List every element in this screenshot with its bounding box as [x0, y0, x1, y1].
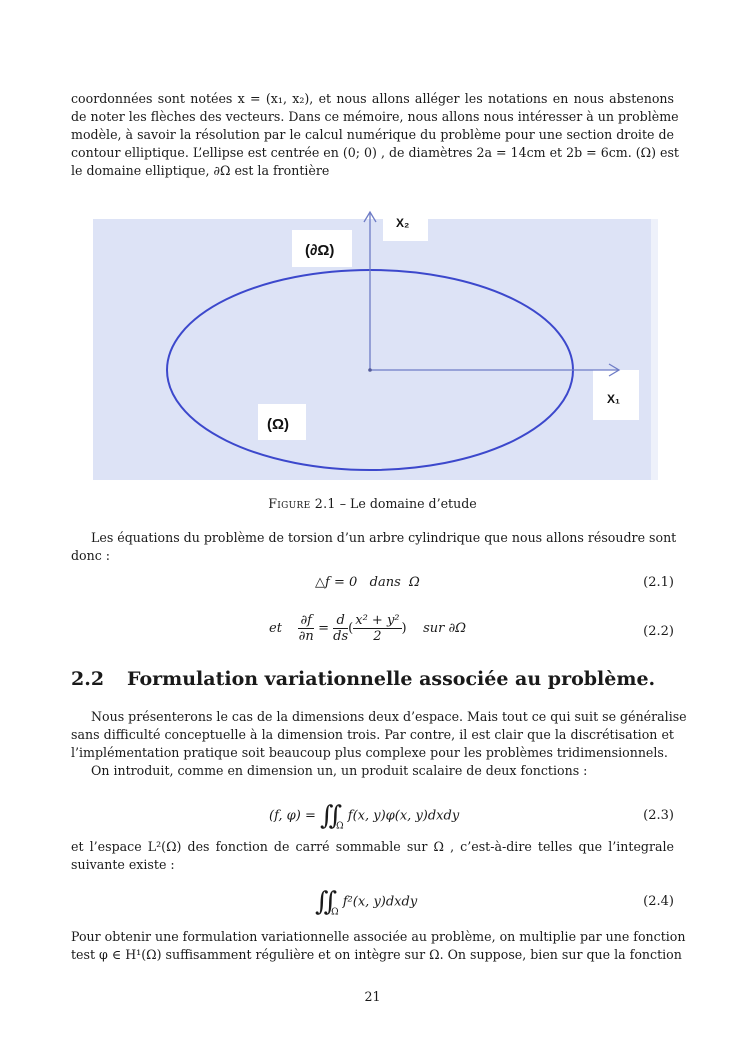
x2-label: X₂: [396, 216, 410, 230]
integral-domain: Ω: [336, 821, 344, 832]
numerator: ∂f: [300, 613, 312, 628]
equations-intro-paragraph: [71, 529, 677, 565]
equation-number: (2.1): [643, 575, 674, 590]
page-number: 21: [364, 989, 381, 1004]
domain-label: (Ω): [267, 416, 290, 433]
fraction-rhs: [353, 613, 401, 644]
text-line: Nous présenterons le cas de la dimensions deux d’espace. Mais tout ce qui suit se généralise: [91, 709, 687, 724]
equation-body: [269, 801, 459, 832]
section-title: Formulation variationnelle associée au problème.: [127, 668, 656, 690]
fraction-mid: [333, 613, 348, 644]
numerator: d: [333, 613, 348, 629]
text-line: Les équations du problème de torsion d’un arbre cylindrique que nous allons résoudre sont: [91, 530, 677, 545]
section-heading: [71, 668, 655, 690]
caption-prefix: Figure 2.1: [268, 496, 336, 511]
equation-2-1: [71, 575, 674, 595]
denominator: ds: [333, 629, 349, 644]
equation-2-4: [71, 882, 674, 918]
section-paragraph: [71, 708, 687, 780]
fraction-lhs: [298, 613, 314, 644]
eq-suffix: sur ∂Ω: [423, 621, 467, 636]
numerator: x² + y²: [355, 613, 400, 628]
text-line: test φ ∈ H¹(Ω) suffisamment régulière et on intègre sur Ω. On suppose, bien sur que la fonction: [71, 947, 682, 962]
text-line: Pour obtenir une formulation variationnelle associée au problème, on multiplie par une fonction: [71, 929, 686, 944]
final-paragraph: [71, 928, 686, 964]
denominator: 2: [373, 629, 382, 644]
text-line: suivante existe :: [71, 857, 175, 872]
eq-integrand: f²(x, y)dxdy: [342, 894, 418, 910]
equation-2-2: [71, 613, 674, 653]
text-line: et l’espace L²(Ω) des fonction de carré sommable sur Ω , c’est-à-dire telles que l’integrale: [71, 839, 674, 854]
equation-number: (2.3): [643, 808, 674, 823]
text-line: On introduit, comme en dimension un, un produit scalaire de deux fonctions :: [91, 763, 588, 778]
text-line: sans difficulté conceptuelle à la dimension trois. Par contre, il est clair que la discrétisation et: [71, 727, 674, 742]
integral-domain: Ω: [331, 907, 339, 918]
text-line: coordonnées sont notées x = (x₁, x₂), et nous allons alléger les notations en nous abstenons: [71, 91, 674, 106]
denominator: ∂n: [298, 629, 314, 644]
figure-caption: [0, 496, 745, 511]
l2-paragraph: [71, 838, 674, 874]
double-integral-symbol: ∬: [320, 801, 337, 831]
equation-body: et $\frac{\partial f}{\partial n}$ = $\frac{d}{ds}$ ( $\frac{\text{x² + y²}}{2}$ ) sur ∂Ω: [269, 613, 467, 644]
domain-figure: [93, 208, 658, 480]
figure-background: [93, 219, 658, 480]
intro-paragraph: [71, 90, 679, 180]
eq-prefix: et: [269, 621, 282, 636]
origin-point: [368, 368, 372, 372]
caption-text: – Le domaine d’etude: [335, 496, 477, 511]
text-line: contour elliptique. L’ellipse est centrée en (0; 0) , de diamètres 2a = 14cm et 2b = 6cm. (Ω) est: [71, 145, 679, 160]
equation-number: (2.4): [643, 894, 674, 909]
text-line: de noter les flèches des vecteurs. Dans ce mémoire, nous allons nous intéresser à un problème: [71, 109, 679, 124]
eq-lhs: (f, φ) =: [269, 808, 316, 824]
figure-right-edge: [651, 219, 658, 480]
section-number: 2.2: [71, 668, 105, 690]
equation-body: [315, 887, 417, 918]
text-line: le domaine elliptique, ∂Ω est la frontière: [71, 163, 330, 178]
x1-label: X₁: [607, 392, 620, 406]
equation-2-3: [71, 796, 674, 832]
equation-number: (2.2): [643, 624, 674, 639]
text-line: donc :: [71, 548, 111, 563]
equation-body: △f = 0 dans Ω: [315, 575, 420, 590]
eq-integrand: f(x, y)φ(x, y)dxdy: [347, 808, 460, 824]
boundary-label: (∂Ω): [305, 242, 335, 259]
text-line: modèle, à savoir la résolution par le calcul numérique du problème pour une section droite de: [71, 127, 674, 142]
text-line: l’implémentation pratique soit beaucoup plus complexe pour les problèmes tridimensionnels.: [71, 745, 668, 760]
double-integral-symbol: ∬: [315, 887, 332, 917]
